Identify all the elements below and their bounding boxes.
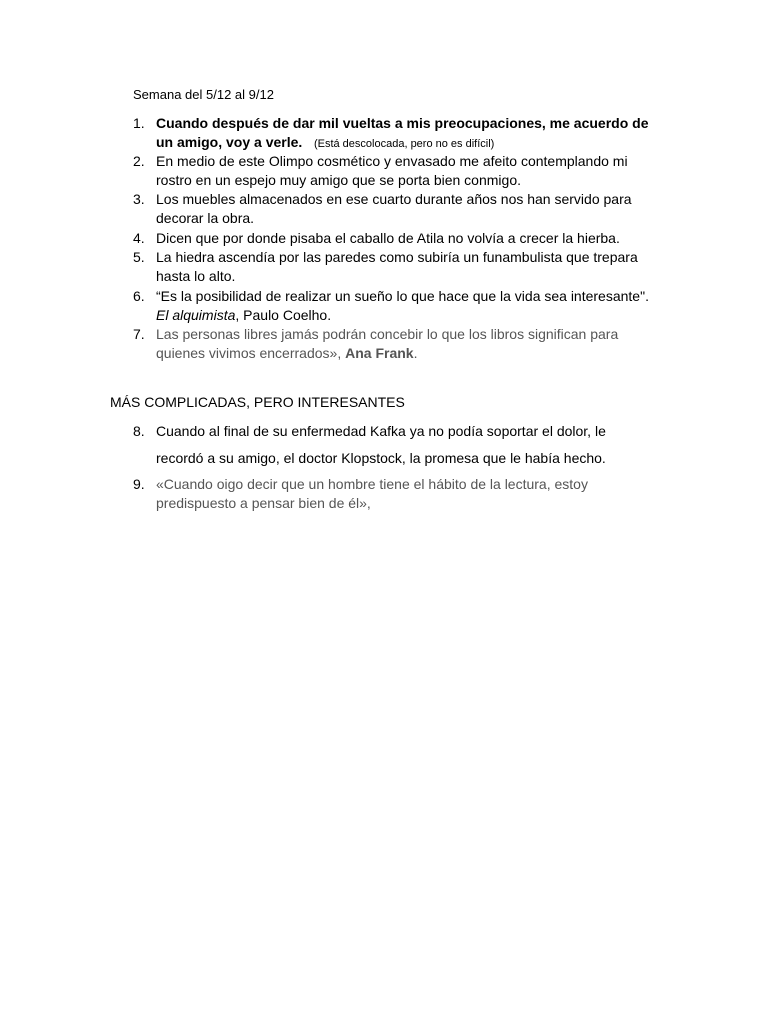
item-number: 4. — [133, 230, 145, 246]
item-number: 3. — [133, 191, 145, 207]
item-text: Los muebles almacenados en ese cuarto durante años nos han servido para decorar la obra. — [156, 191, 632, 226]
item-line: Cuando al final de su enfermedad Kafka ya no podía soportar el dolor, le — [156, 423, 606, 439]
item-number: 7. — [133, 326, 145, 342]
item-number: 8. — [133, 423, 145, 439]
item-text — [156, 287, 661, 325]
item-author: Ana Frank — [345, 345, 414, 361]
item-note: (Está descolocada, pero no es difícil) — [313, 138, 495, 150]
item-text: «Cuando oigo decir que un hombre tiene el hábito de la lectura, estoy predispuesto a pensar bien de él», — [156, 476, 588, 511]
item-text: La hiedra ascendía por las paredes como subiría un funambulista que trepara hasta lo alto. — [156, 249, 638, 284]
book-title: El alquimista — [156, 307, 236, 323]
item-text — [156, 422, 661, 468]
item-author: , Paulo Coelho. — [235, 307, 332, 323]
item-quote: Las personas libres jamás podrán concebir lo que los libros significan para quienes vivimos encerrados», — [156, 326, 619, 361]
week-heading: Semana del 5/12 al 9/12 — [133, 87, 274, 102]
item-text: Dicen que por donde pisaba el caballo de Atila no volvía a crecer la hierba. — [156, 230, 620, 246]
item-quote: “Es la posibilidad de realizar un sueño lo que hace que la vida sea interesante". — [156, 288, 649, 304]
item-text: En medio de este Olimpo cosmético y envasado me afeito contemplando mi rostro en un espejo muy amigo que se porta bien conmigo. — [156, 153, 628, 188]
item-bold-text: Cuando después de dar mil vueltas a mis preocupaciones, me acuerdo de un amigo, voy a verle. — [156, 115, 649, 150]
section-heading: MÁS COMPLICADAS, PERO INTERESANTES — [110, 394, 405, 410]
item-number: 2. — [133, 153, 145, 169]
item-number: 1. — [133, 115, 145, 131]
item-text — [156, 114, 661, 154]
item-number: 5. — [133, 249, 145, 265]
item-line: recordó a su amigo, el doctor Klopstock, la promesa que le había hecho. — [156, 450, 606, 466]
item-number: 9. — [133, 476, 145, 492]
item-number: 6. — [133, 288, 145, 304]
item-text — [156, 325, 661, 363]
item-end: . — [413, 345, 418, 361]
